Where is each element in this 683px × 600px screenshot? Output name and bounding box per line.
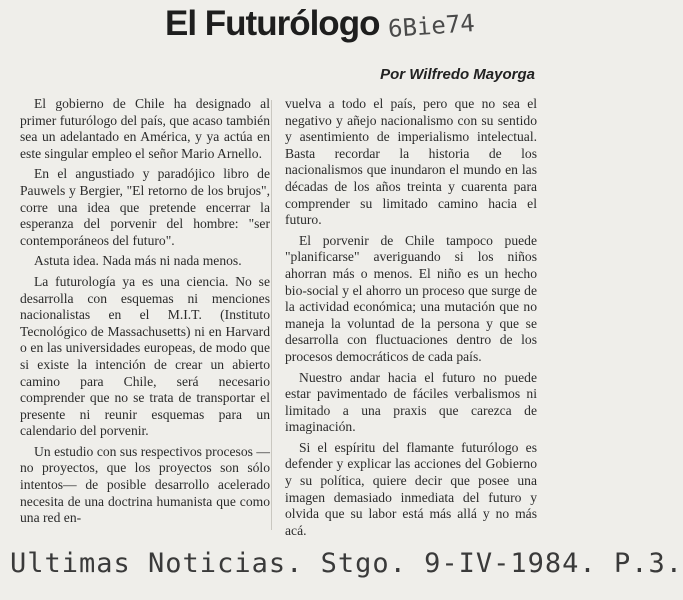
paragraph: vuelva a todo el país, pero que no sea el negativo y añejo nacionalismo con su sentido y asentimiento de imperialismo intelectual. Basta recordar la historia de los nacionalismos que inundaron el mundo en las décadas de los años treinta y cuarenta para comprender su limitado camino hacia el futuro.	[285, 96, 537, 228]
right-column	[285, 96, 537, 543]
handwritten-source-note: Ultimas Noticias. Stgo. 9-IV-1984. P.3.	[10, 548, 683, 579]
left-column	[20, 96, 270, 531]
paragraph: En el angustiado y paradójico libro de Pauwels y Bergier, "El retorno de los brujos", corre una idea que pretende encerrar la esperanza del porvenir del hombre: "ser contemporáneos del futuro".	[20, 166, 270, 248]
paragraph: El porvenir de Chile tampoco puede "planificarse" averiguando si los niños ahorran más o menos. El niño es un hecho bio-social y el ahorro un proceso que surge de la actividad económica; una mutación que no maneja la voluntad de la persona y que se desarrolla con fluctuaciones dentro de los procesos democráticos de cada país.	[285, 232, 537, 364]
article-byline: Por Wilfredo Mayorga	[380, 66, 535, 83]
column-divider	[271, 100, 272, 530]
article-title: El Futurólogo	[165, 4, 380, 43]
paragraph: El gobierno de Chile ha designado al primer futurólogo del país, que acaso también sea un adelantado en América, y ya actúa en este singular empleo el señor Mario Arnello.	[20, 96, 270, 161]
paragraph: La futurología ya es una ciencia. No se desarrolla con esquemas ni menciones nacionalistas en el M.I.T. (Instituto Tecnológico de Massachusetts) ni en Harvard o en las universidades europeas, de modo que si existe la intención de crear un abierto camino para Chile, será necesario comprender que no se trata de transportar el presente ni reunir esquemas para un calendario del porvenir.	[20, 273, 270, 439]
paragraph: Si el espíritu del flamante futurólogo es defender y explicar las acciones del Gobierno y su política, quiere decir que posee una imagen demasiado inmediata del futuro y olvida que su labor está más allá y no más acá.	[285, 439, 537, 538]
paragraph: Nuestro andar hacia el futuro no puede estar pavimentado de fáciles verbalismos ni limitado a una praxis que carezca de imaginación.	[285, 369, 537, 435]
handwritten-catalog-note: 6Bie74	[387, 9, 476, 43]
paragraph: Astuta idea. Nada más ni nada menos.	[34, 253, 242, 269]
paragraph: Un estudio con sus respectivos procesos —no proyectos, que los proyectos son sólo intentos— de posible desarrollo acelerado necesita de una doctrina humanista que como una red en-	[20, 443, 270, 526]
